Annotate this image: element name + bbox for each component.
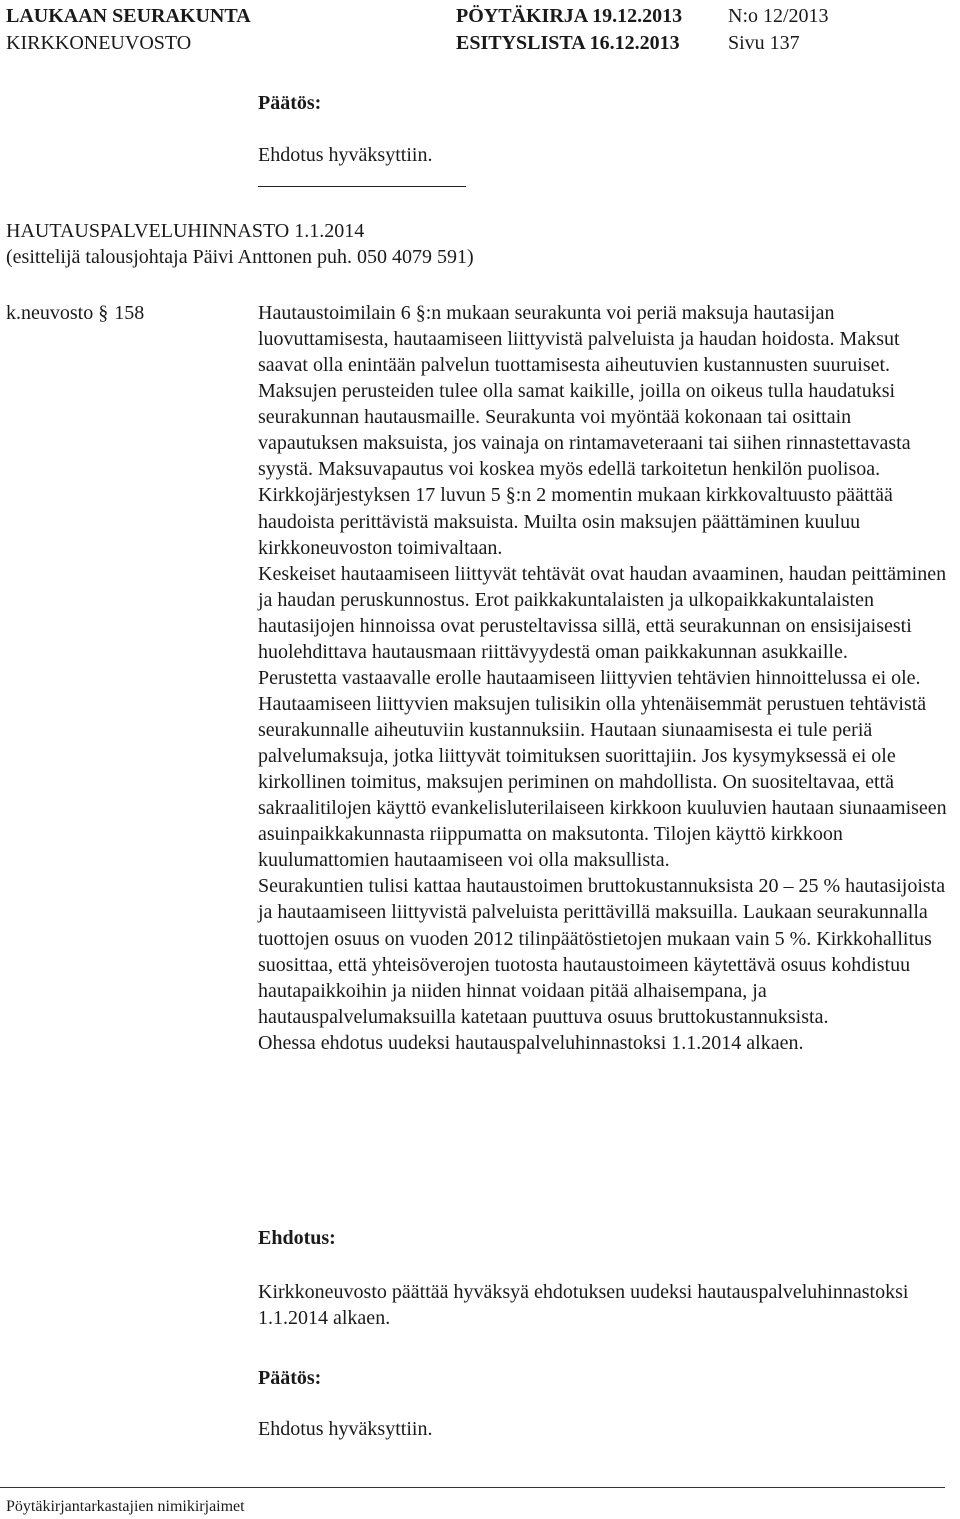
body-paragraph: Keskeiset hautaamiseen liittyvät tehtävät ovat haudan avaaminen, haudan peittäminen ja haudan peruskunnostus. Erot paikkakuntalaisten ja ulkopaikkakuntalaisten hautasijojen hinnoissa ovat perusteltavissa sillä, että seurakunnan on ensisijaisesti huolehdittava hautausmaan riittävyydestä oman paikkakunnan asukkaille.	[258, 562, 947, 663]
item-reference	[6, 300, 144, 326]
page-number: Sivu 137	[728, 32, 800, 54]
body-paragraph: Hautaustoimilain 6 §:n mukaan seurakunta voi periä maksuja hautasijan luovuttamisesta, hautaamiseen liittyvistä palveluista ja haudan hoidosta. Maksut saavat olla enintään palvelun tuottamisesta aiheutuvien kustannusten suuruiset. Maksujen perusteiden tulee olla samat kaikille, joilla on oikeus tulla haudatuksi seurakunnan hautausmaille. Seurakunta voi myöntää kokonaan tai osittain vapautuksen maksuista, jos vainaja on rintamaveteraani tai siihen rinnastettavasta syystä. Maksuvapautus voi koskea myös edellä tarkoitetun henkilön puolisoa.	[258, 302, 911, 481]
reference-body: k.neuvosto	[6, 302, 94, 324]
body-paragraph: Seurakuntien tulisi kattaa hautaustoimen bruttokustannuksista 20 – 25 % hautasijoista ja hautaamiseen liittyvistä palveluista perittävillä maksuilla. Laukaan seurakunnalla tuottojen osuus on vuoden 2012 tilinpäätöstietojen mukaan vain 5 %. Kirkkohallitus suosittaa, että yhteisöverojen tuotosta hautaustoimeen käytettävä osuus kohdistuu hautapaikkoihin ja niiden hinnat voidaan pitää alhaisempana, ja hautauspalvelumaksuilla katetaan puuttuva osuus bruttokustannuksista.	[258, 875, 946, 1028]
item-body	[258, 300, 948, 1056]
body-paragraph: Perustetta vastaavalle erolle hautaamiseen liittyvien tehtävien hinnoittelussa ei ole. Hautaamiseen liittyvien maksujen tulisikin olla yhtenäisemmät perustuen tehtävistä seurakunnalle aiheutuviin kustannuksiin. Hautaan siunaamisesta ei tule periä palvelumaksuja, jotka liittyvät toimituksen suorittajiin. Jos kysymyksessä ei ole kirkollinen toimitus, maksujen periminen on mahdollista. On suositeltavaa, että sakraalitilojen käyttö evankelisluterilaiseen kirkkoon kuuluvien hautaan siunaamiseen asuinpaikkakunnasta riippumatta on maksutonta. Tilojen käyttö kirkkoon kuulumattomien hautaamiseen voi olla maksullista.	[258, 666, 947, 872]
footer-divider	[0, 1487, 945, 1488]
reference-number: 158	[114, 302, 145, 324]
decision-text: Ehdotus hyväksyttiin.	[258, 1418, 433, 1440]
proposal-heading: Ehdotus:	[258, 1227, 336, 1249]
decision-heading: Päätös:	[258, 1367, 322, 1389]
proposal-text: Kirkkoneuvosto päättää hyväksyä ehdotuksen uudeksi hautauspalveluhinnastoksi 1.1.2014 alkaen.	[258, 1281, 909, 1330]
signature-initials-label: Pöytäkirjantarkastajien nimikirjaimet	[6, 1498, 245, 1515]
meeting-number: N:o 12/2013	[728, 5, 829, 27]
previous-decision-heading: Päätös:	[258, 92, 322, 114]
organization-name: LAUKAAN SEURAKUNTA	[6, 5, 251, 27]
section-sign-icon: §	[98, 302, 109, 324]
agenda-date: ESITYSLISTA 16.12.2013	[456, 32, 680, 54]
minutes-date: PÖYTÄKIRJA 19.12.2013	[456, 5, 683, 27]
item-presenter: (esittelijä talousjohtaja Päivi Anttonen puh. 050 4079 591)	[6, 246, 474, 268]
body-paragraph: Kirkkojärjestyksen 17 luvun 5 §:n 2 momentin mukaan kirkkovaltuusto päättää haudoista perittävistä maksuista. Muilta osin maksujen päättäminen kuuluu kirkkoneuvoston toimivaltaan.	[258, 484, 893, 559]
governing-body: KIRKKONEUVOSTO	[6, 32, 192, 54]
body-paragraph: Ohessa ehdotus uudeksi hautauspalveluhinnastoksi 1.1.2014 alkaen.	[258, 1031, 804, 1054]
previous-decision-text: Ehdotus hyväksyttiin.	[258, 144, 433, 166]
item-title: HAUTAUSPALVELUHINNASTO 1.1.2014	[6, 220, 365, 242]
section-divider	[258, 186, 466, 187]
